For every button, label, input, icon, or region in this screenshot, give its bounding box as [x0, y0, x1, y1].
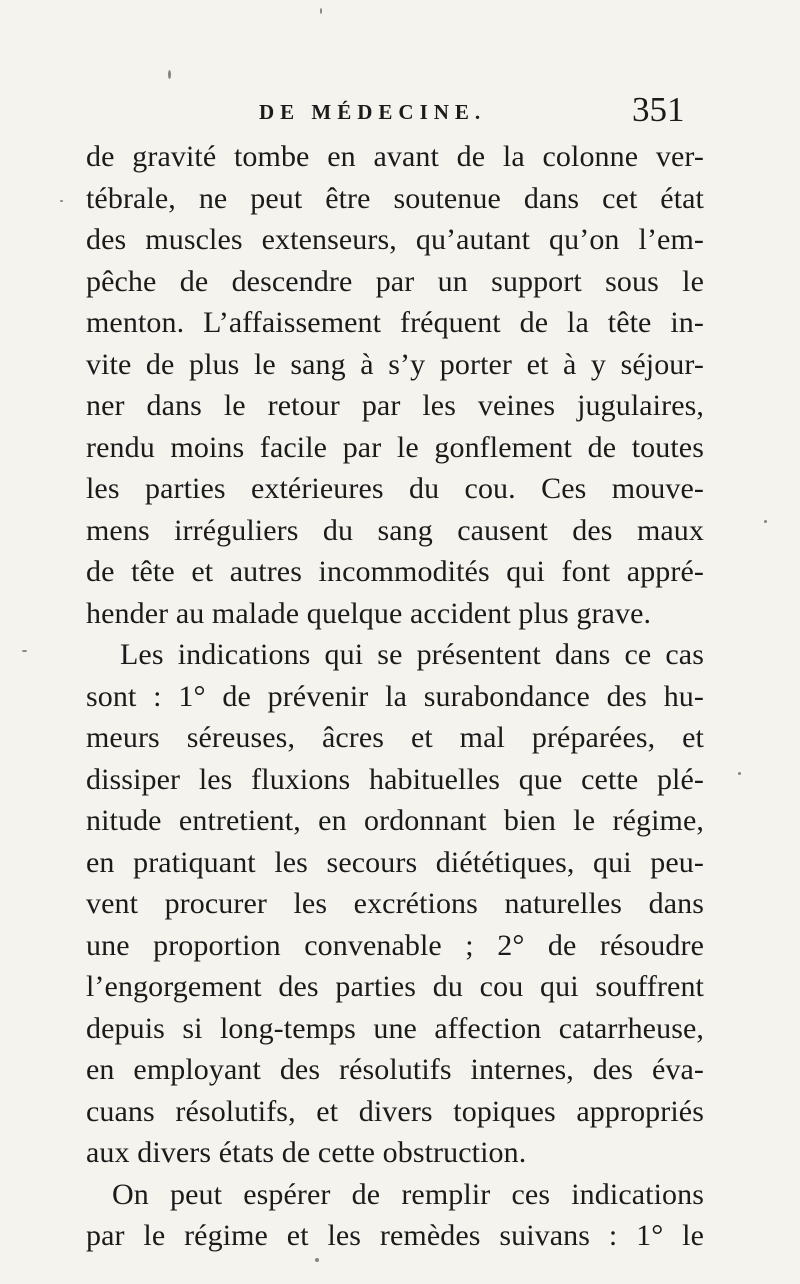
running-title: DE MÉDECINE. [259, 100, 487, 124]
text-line: vent procurer les excrétions naturelles dans [86, 887, 704, 920]
text-line: dissiper les fluxions habituelles que cette plé- [86, 762, 704, 796]
text-line: depuis si long-temps une affection catarrheuse, [86, 1011, 704, 1045]
text-line: ner dans le retour par les veines jugulaires, [86, 389, 704, 422]
scan-speck [168, 70, 171, 79]
scan-speck [315, 1258, 319, 1262]
scan-speck [60, 200, 63, 202]
text-line: en pratiquant les secours diététiques, qui peu- [86, 845, 704, 879]
page-header [0, 92, 800, 132]
text-line: mens irréguliers du sang causent des maux [86, 513, 704, 547]
text-line: meurs séreuses, âcres et mal préparées, et [86, 721, 704, 754]
scan-speck [22, 650, 27, 652]
page-number: 351 [632, 90, 685, 129]
text-line: les parties extérieures du cou. Ces mouve- [86, 472, 704, 505]
text-line: vite de plus le sang à s’y porter et à y séjour- [86, 347, 704, 381]
text-line: de gravité tombe en avant de la colonne ver- [86, 140, 704, 173]
text-line: des muscles extenseurs, qu’autant qu’on l’em- [86, 223, 704, 256]
text-line: pêche de descendre par un support sous le [86, 264, 704, 298]
text-line: en employant des résolutifs internes, des éva- [86, 1053, 704, 1086]
text-line: On peut espérer de remplir ces indications [112, 1177, 704, 1211]
text-line: tébrale, ne peut être soutenue dans cet état [86, 181, 704, 215]
text-line: nitude entretient, en ordonnant bien le régime, [86, 804, 704, 837]
text-line: l’engorgement des parties du cou qui souffrent [86, 970, 704, 1003]
text-line: rendu moins facile par le gonflement de toutes [86, 430, 704, 464]
text-line: une proportion convenable ; 2° de résoudre [86, 928, 704, 962]
text-line: cuans résolutifs, et divers topiques appropriés [86, 1094, 704, 1128]
scan-speck [738, 772, 741, 775]
scan-speck [764, 520, 767, 523]
scan-speck [320, 8, 322, 14]
body-text [86, 136, 704, 1257]
text-line: par le régime et les remèdes suivans : 1° le [86, 1219, 704, 1252]
text-line: menton. L’affaissement fréquent de la tête in- [86, 306, 704, 339]
text-line: aux divers états de cette obstruction. [86, 1136, 527, 1169]
text-line: de tête et autres incommodités qui font appré- [86, 555, 704, 588]
text-line: sont : 1° de prévenir la surabondance des hu- [86, 679, 704, 713]
text-line: Les indications qui se présentent dans ce cas [120, 638, 704, 671]
text-line: hender au malade quelque accident plus grave. [86, 596, 652, 630]
